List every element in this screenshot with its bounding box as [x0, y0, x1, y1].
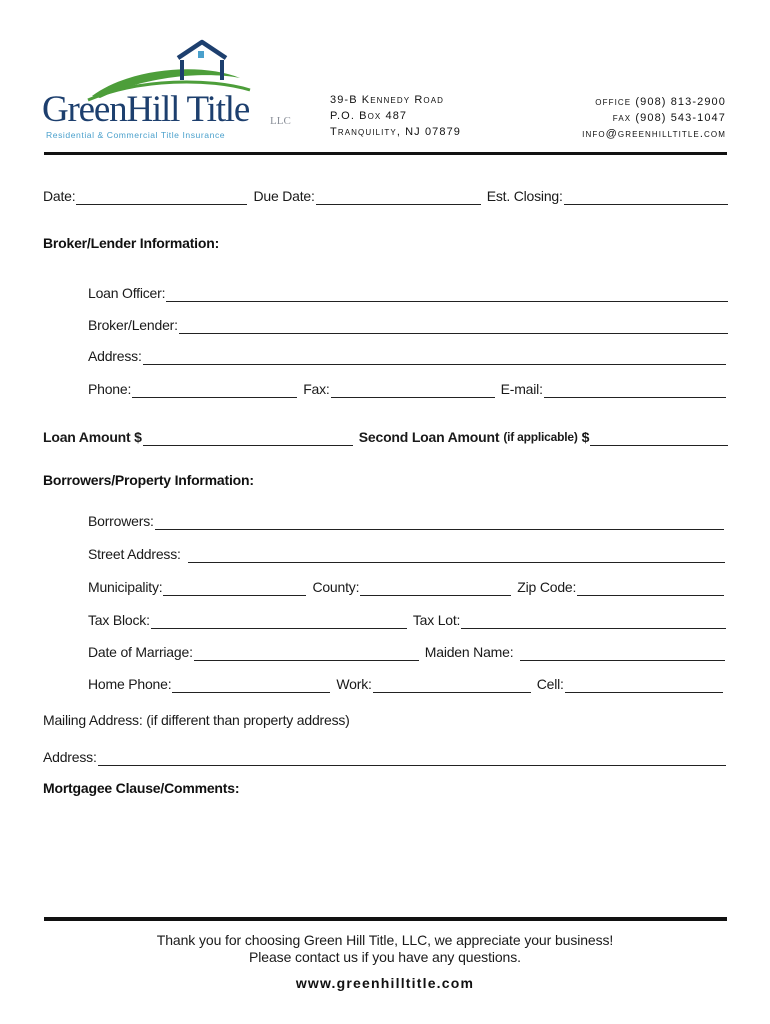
logo-tagline: Residential & Commercial Title Insurance	[46, 130, 226, 140]
maiden-name-field[interactable]	[520, 646, 725, 661]
work-phone-field[interactable]	[373, 678, 531, 693]
website-link[interactable]: www.greenhilltitle.com	[295, 975, 475, 991]
est-closing-field[interactable]	[564, 190, 728, 205]
date-of-marriage-field[interactable]	[194, 646, 419, 661]
second-loan-note: (if applicable)	[503, 430, 578, 444]
work-phone-label: Work:	[336, 676, 372, 692]
footer-thanks: Thank you for choosing Green Hill Title, LLC, we appreciate your business!	[156, 932, 614, 948]
zip-code-label: Zip Code:	[517, 579, 577, 595]
broker-address-row	[88, 347, 726, 365]
due-date-label: Due Date:	[253, 188, 315, 204]
loan-officer-field[interactable]	[166, 287, 728, 302]
second-loan-label: Second Loan Amount	[358, 429, 500, 445]
second-loan-field[interactable]	[590, 431, 728, 446]
broker-contact-row	[88, 380, 726, 398]
municipality-field[interactable]	[163, 581, 306, 596]
borrowers-row	[88, 512, 724, 530]
street-address-label: Street Address:	[88, 546, 181, 562]
municipality-label: Municipality:	[88, 579, 163, 595]
address-line: Tranquility, NJ 07879	[330, 126, 462, 138]
maiden-name-label: Maiden Name:	[424, 644, 514, 660]
municipality-row	[88, 578, 724, 596]
county-field[interactable]	[360, 581, 511, 596]
phone-label: Phone:	[88, 381, 132, 397]
dates-row	[43, 187, 728, 205]
est-closing-label: Est. Closing:	[486, 188, 563, 204]
mailing-address-block	[330, 92, 461, 140]
date-of-marriage-label: Date of Marriage:	[88, 644, 193, 660]
tax-row	[88, 611, 726, 629]
home-phone-field[interactable]	[172, 678, 330, 693]
loan-amount-row	[43, 428, 728, 446]
loan-officer-row	[88, 284, 728, 302]
mailing-address-note: Mailing Address: (if different than property address)	[43, 712, 350, 728]
tax-lot-field[interactable]	[461, 614, 726, 629]
logo-llc: LLC	[270, 115, 291, 127]
address-line: 39-B Kennedy Road	[330, 94, 445, 106]
second-loan-dollar: $	[581, 429, 590, 445]
broker-lender-row	[88, 316, 728, 334]
company-logo	[40, 38, 300, 148]
phone-field[interactable]	[132, 383, 297, 398]
tax-block-label: Tax Block:	[88, 612, 150, 628]
mortgagee-section-heading: Mortgagee Clause/Comments:	[43, 780, 240, 796]
office-phone: office (908) 813-2900	[595, 96, 726, 108]
borrowers-section-heading: Borrowers/Property Information:	[43, 472, 254, 488]
address-line: P.O. Box 487	[330, 110, 408, 122]
fax-field[interactable]	[331, 383, 495, 398]
email-field[interactable]	[544, 383, 726, 398]
due-date-field[interactable]	[316, 190, 481, 205]
mailing-address-field[interactable]	[98, 751, 726, 766]
contact-block	[582, 94, 726, 142]
tax-lot-label: Tax Lot:	[412, 612, 461, 628]
borrower-phones-row	[88, 675, 723, 693]
broker-section-heading: Broker/Lender Information:	[43, 235, 220, 251]
tax-block-field[interactable]	[151, 614, 407, 629]
street-address-field[interactable]	[188, 548, 725, 563]
home-phone-label: Home Phone:	[88, 676, 172, 692]
fax-label: Fax:	[303, 381, 330, 397]
zip-code-field[interactable]	[577, 581, 724, 596]
email-label: E-mail:	[500, 381, 543, 397]
broker-lender-label: Broker/Lender:	[88, 317, 178, 333]
loan-officer-label: Loan Officer:	[88, 285, 166, 301]
cell-phone-label: Cell:	[536, 676, 564, 692]
cell-phone-field[interactable]	[565, 678, 723, 693]
email-link[interactable]: info@greenhilltitle.com	[582, 128, 726, 140]
date-field[interactable]	[76, 190, 247, 205]
date-label: Date:	[43, 188, 76, 204]
borrowers-field[interactable]	[155, 515, 724, 530]
mortgagee-comments-area[interactable]	[43, 805, 726, 910]
borrowers-label: Borrowers:	[88, 513, 154, 529]
fax-number: fax (908) 543-1047	[612, 112, 726, 124]
marriage-row	[88, 643, 725, 661]
header-divider	[44, 152, 727, 155]
street-address-row	[88, 545, 725, 563]
footer-divider	[44, 917, 727, 921]
loan-amount-field[interactable]	[143, 431, 353, 446]
mailing-address-label: Address:	[43, 749, 97, 765]
broker-lender-field[interactable]	[179, 319, 728, 334]
broker-address-label: Address:	[88, 348, 142, 364]
logo-wordmark: GreenHill Title	[42, 89, 250, 130]
loan-amount-label: Loan Amount $	[43, 429, 142, 445]
county-label: County:	[312, 579, 360, 595]
broker-address-field[interactable]	[143, 350, 726, 365]
footer-contact-note: Please contact us if you have any questions.	[249, 949, 521, 965]
mailing-address-row	[43, 748, 726, 766]
